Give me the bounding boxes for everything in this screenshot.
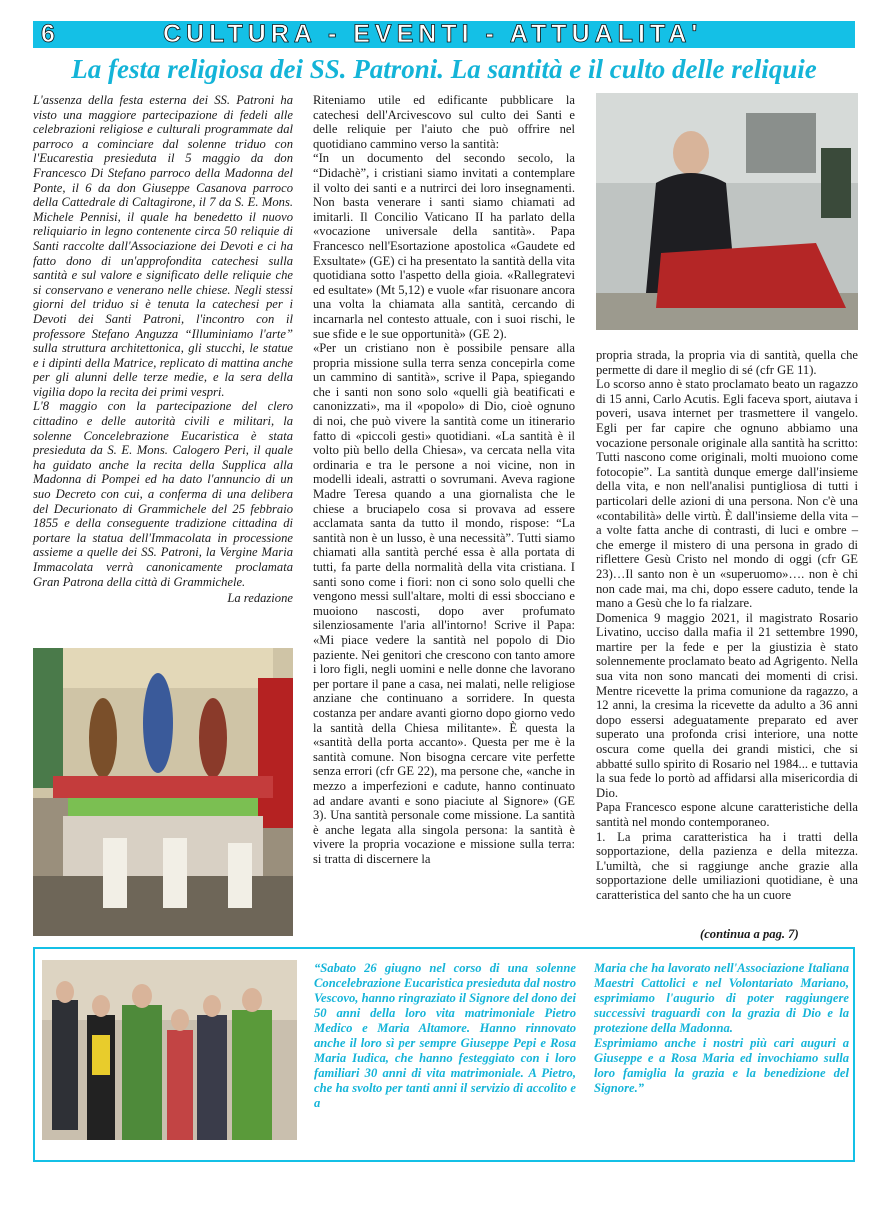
column-right [596, 348, 858, 903]
archbishop-photo [596, 93, 858, 330]
column-left [33, 93, 293, 606]
paragraph: “In un documento del secondo secolo, la “Didachè”, i cristiani siamo invitati a contemplare il volto dei santi e a nutrirci dei loro insegnamenti. Non basta venerare i santi siamo chiamati ad imitarli. Il Concilio Vaticano II ha parlato della «vocazione universale della santità». Papa Francesco nell'Esortazione apostolica «Gaudete ed Exsultate» (GE) ci ha presentato la santità della vita quotidiana sotto l'aspetto della gioia. «Rallegratevi ed esultate» (Mt 5,12) e vuole «far risuonare ancora una volta la chiamata alla santità, cercando di incarnarla nel contesto attuale, con i suoi rischi, le sue sfide e le sue opportunità» (GE 2). [313, 151, 575, 341]
paragraph: Riteniamo utile ed edificante pubblicare la catechesi dell'Arcivescovo sul culto dei Santi e delle reliquie per l'aiuto che può offrire nel quotidiano cammino verso la santità: [313, 93, 575, 151]
anniversary-photo [42, 960, 297, 1140]
byline: La redazione [227, 591, 293, 606]
paragraph: L'8 maggio con la partecipazione del clero cittadino e delle autorità civili e militari, la solenne Concelebrazione Eucaristica è stata presieduta da S. E. Mons. Calogero Peri, il quale ha guidato anche la recita della Supplica alla Madonna di Pompei ed ha dato l'annuncio di un suo Decreto con cui, a conferma di una delibera del Decurionato di Grammichele del 25 febbraio 1855 e della conseguente tradizione cittadina di portare la statua dell'Immacolata in processione assieme a quelle dei SS. Patroni, la Vergine Maria Immacolata verrà canonicamente proclamata Gran Patrona della città di Grammichele. [33, 399, 293, 589]
page-number: 6 [41, 20, 55, 48]
paragraph: Esprimiamo anche i nostri più cari auguri a Giuseppe e a Rosa Maria ed invochiamo sulla loro famiglia la grazia e la benedizione del Signore.” [594, 1036, 849, 1095]
paragraph: 1. La prima caratteristica ha i tratti della sopportazione, della pazienza e della mitezza. L'umiltà, che si raggiunge anche grazie alla sopportazione delle umiliazioni quotidiane, è una caratteristica del santo che ha un cuore [596, 829, 858, 902]
column-middle [313, 93, 575, 866]
paragraph: Maria che ha lavorato nell'Associazione Italiana Maestri Cattolici e nel Volontariato Mariano, esprimiamo l'augurio di poter raggiungere successivi traguardi con la grazia di Dio e la protezione della Madonna. [594, 961, 849, 1035]
paragraph: Lo scorso anno è stato proclamato beato un ragazzo di 15 anni, Carlo Acutis. Egli faceva sport, aiutava i poveri, usava internet per trasmettere il vangelo. Egli per far capire che ognuno abbiamo una vocazione personale originale alla santità ha scritto: Tutti nascono come originali, molti muoiono come fotocopie”. La santità dunque emerge dall'insieme della vita, e non nell'analisi puntigliosa di tutti i particolari delle azioni di una persona. Non c'è una «contabilità» delle virtù. È dall'insieme della vita – a volte fatta anche di contrasti, di luci e ombre – che emerge il mistero di una persona in grado di riflettere Gesù Cristo nel mondo di oggi (cfr GE 23)…Il santo non è un «superuomo»…. non è chi non cade mai, ma chi, dopo essere caduto, tende la mano a Gesù che lo fa rialzare. [596, 377, 858, 611]
paragraph: “Sabato 26 giugno nel corso di una solenne Concelebrazione Eucaristica presieduta dal nostro Vescovo, hanno ringraziato il Signore del dono dei 50 anni della loro vita matrimoniale Pietro Medico e Maria Altamore. Hanno rinnovato anche il loro sì per sempre Giuseppe Pepi e Rosa Maria Iudica, che hanno festeggiato con i loro familiari 30 anni di vita matrimoniale. A Pietro, che ha svolto per tanti anni il servizio di accolito e a [314, 961, 576, 1110]
section-banner [33, 21, 855, 48]
paragraph: Domenica 9 maggio 2021, il magistrato Rosario Livatino, ucciso dalla mafia il 21 settembre 1990, martire per la fede e per la giustizia è stato solennemente proclamato beato ad Agrigento. Nella sua vita non sono mancati dei momenti di crisi. Mentre ricevette la prima comunione da ragazzo, a 12 anni, la cresima la ricevette da adulto a 36 anni dopo essersi adeguatamente preparato ed aver superato una profonda crisi interiore, una notte oscura come quella dei grandi mistici, che si abbatté sullo spirito di Rosario nel 1984... e tuttavia la sua fede lo portò ad affidarsi alla misericordia di Dio. [596, 610, 858, 800]
paragraph: propria strada, la propria via di santità, quella che permette di dare il meglio di sé (cfr GE 11). [596, 348, 858, 377]
paragraph: L'assenza della festa esterna dei SS. Patroni ha visto una maggiore partecipazione di fedeli alle celebrazioni religiose e culturali programmate dal parroco a cominciare dal solenne triduo con l'Eucarestia presieduta il 5 maggio da don Francesco Di Stefano parroco della Madonna del Ponte, il 6 da don Giuseppe Casanova parroco della Cattedrale di Caltagirone, il 7 da S. E. Mons. Michele Pennisi, il quale ha benedetto il nuovo reliquiario in legno contenente circa 50 reliquie di Santi raccolte dall'Associazione dei Devoti e ci ha fatto dono di un'approfondita catechesi sulla santità e sul valore e significato delle reliquie che si conservano e venerano nelle chiese. Negli stessi giorni del triduo si è tenuta la catechesi per i Devoti dei Santi Patroni, l'incontro con il professore Stefano Anguzza “Illuminiamo l'arte” sulla struttura architettonica, gli stucchi, le statue e i dipinti della Matrice, replicato di mattina anche per gli alunni delle terze medie, e la sera della vigilia dopo la recita dei primi vespri. [33, 93, 293, 399]
anniversary-text-left [314, 961, 576, 1111]
paragraph: Papa Francesco espone alcune caratteristiche della santità nel mondo contemporaneo. [596, 800, 858, 829]
continued-note: (continua a pag. 7) [700, 927, 799, 941]
paragraph: «Per un cristiano non è possibile pensare alla propria missione sulla terra senza concepirla come un cammino di santità», scrive il Papa, spiegando che i santi non sono solo «quelli già beatificati e canonizzati», ma il «popolo» di Dio, cioè ognuno di noi, che può vivere la santità come un itinerario fatto di «piccoli gesti» quotidiani. «La santità è il volto più bello della Chiesa», va cercata nella vita ordinaria e tra le persone a noi vicine, non in modelli ideali, astratti o sovrumani. Aveva ragione Madre Teresa quando a una giornalista che le chiese a bruciapelo cosa si provava ad essere acclamata santa da tutto il mondo, rispose: “La santità non è un lusso, è una necessità”. Tutti siamo chiamati alla santità perché essa è alla portata di tutti, fa parte della normalità della vita cristiana. I santi sono come i fiori: non ci sono solo quelli che vengono messi sull'altare, molti di essi sbocciano e muoiono nascosti, dopo aver profumato silenziosamente l'aria all'intorno! Scrive il Papa: «Mi piace vedere la santità nel popolo di Dio paziente. Nei genitori che crescono con tanto amore i loro figli, negli uomini e nelle donne che lavorano per portare il pane a casa, nei malati, nelle religiose anziane che continuano a sorridere. In questa costanza per andare avanti giorno dopo giorno vedo la santità della Chiesa militante». È questa la «santità della porta accanto». Questa per me è la santità comune. Non bisogna cercare vite perfette senza errori (cfr GE 22), ma persone che, «anche in mezzo a imperfezioni e cadute, hanno continuato ad andare avanti e sono piaciute al Signore» (GE 3). Una santità personale come missione. La santità è anche legata alla singola persona: la santità è vivere la propria vocazione e missione sulla terra: si tratta di discernere la [313, 341, 575, 866]
anniversary-text-right [594, 961, 849, 1096]
section-title: CULTURA - EVENTI - ATTUALITA' [163, 20, 703, 48]
altar-photo [33, 648, 293, 936]
article-headline: La festa religiosa dei SS. Patroni. La santità e il culto delle reliquie [71, 54, 817, 84]
